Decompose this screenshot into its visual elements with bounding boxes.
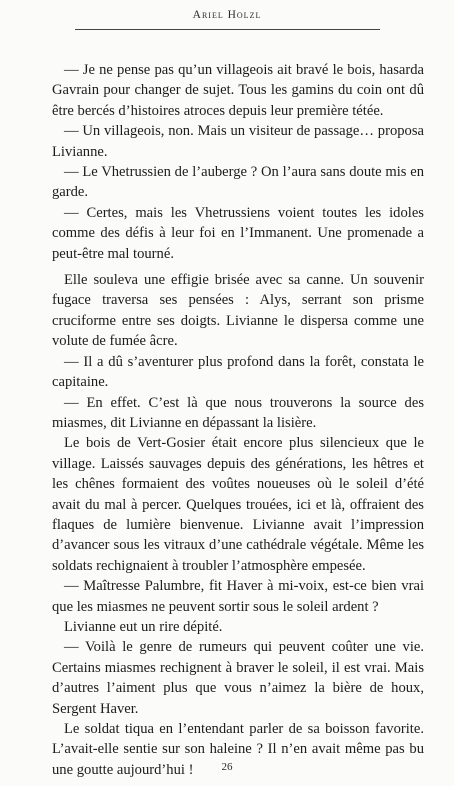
paragraph: — Voilà le genre de rumeurs qui peuvent coûter une vie. Certains miasmes rechignent à braver le soleil, il est vrai. Mais d’autres l’aiment plus que vous n’aimez la bière de houx, Sergent Haver.	[52, 639, 424, 717]
page-number: 26	[221, 761, 233, 773]
paragraph: — Un villageois, non. Mais un visiteur de passage… proposa Livianne.	[52, 123, 424, 160]
body-text	[52, 60, 424, 780]
paragraph: Le soldat tiqua en l’entendant parler de sa boisson favorite. L’avait-elle sentie sur son haleine ? Il n’en avait même pas bu une goutte aujourd’hui !	[52, 721, 424, 778]
paragraph: — Il a dû s’aventurer plus profond dans la forêt, constata le capitaine.	[52, 353, 424, 391]
header-rule	[75, 29, 380, 30]
paragraph: — En effet. C’est là que nous trouverons la source des miasmes, dit Livianne en dépassant la lisière.	[52, 394, 424, 431]
paragraph: — Certes, mais les Vhetrussiens voient toutes les idoles comme des défis à leur foi en l’Immanent. Une promenade a peut-être mal tourné.	[52, 204, 424, 262]
paragraph: — Je ne pense pas qu’un villageois ait bravé le bois, hasarda Gavrain pour changer de sujet. Tous les gamins du coin ont dû être bercés d’histoires atroces depuis leur première tétée.	[52, 62, 424, 119]
paragraph: Le bois de Vert-Gosier était encore plus silencieux que le village. Laissés sauvages depuis des générations, les hêtres et les chênes formaient des voûtes noueuses où le soleil d’été avait du mal à percer. Quelques trouées, ici et là, offraient des flaques de lumière bienvenue. Livianne avait l’impression d’avancer sous les vitraux d’une cathédrale végétale. Même les soldats rechignaient à troubler l’atmosphère empesée.	[52, 435, 424, 574]
paragraph: — Maîtresse Palumbre, fit Haver à mi-voix, est-ce bien vrai que les miasmes ne peuvent sortir sous le soleil ardent ?	[52, 578, 424, 615]
paragraph: — Le Vhetrussien de l’auberge ? On l’aura sans doute mis en garde.	[52, 164, 424, 201]
paragraph: Elle souleva une effigie brisée avec sa canne. Un souvenir fugace traversa ses pensées : Alys, serrant son prisme cruciforme entre ses doigts. Livianne le dispersa comme une volute de fumée âcre.	[52, 272, 424, 350]
running-head: Ariel Holzl	[192, 9, 262, 21]
paragraph: Livianne eut un rire dépité.	[64, 618, 223, 635]
